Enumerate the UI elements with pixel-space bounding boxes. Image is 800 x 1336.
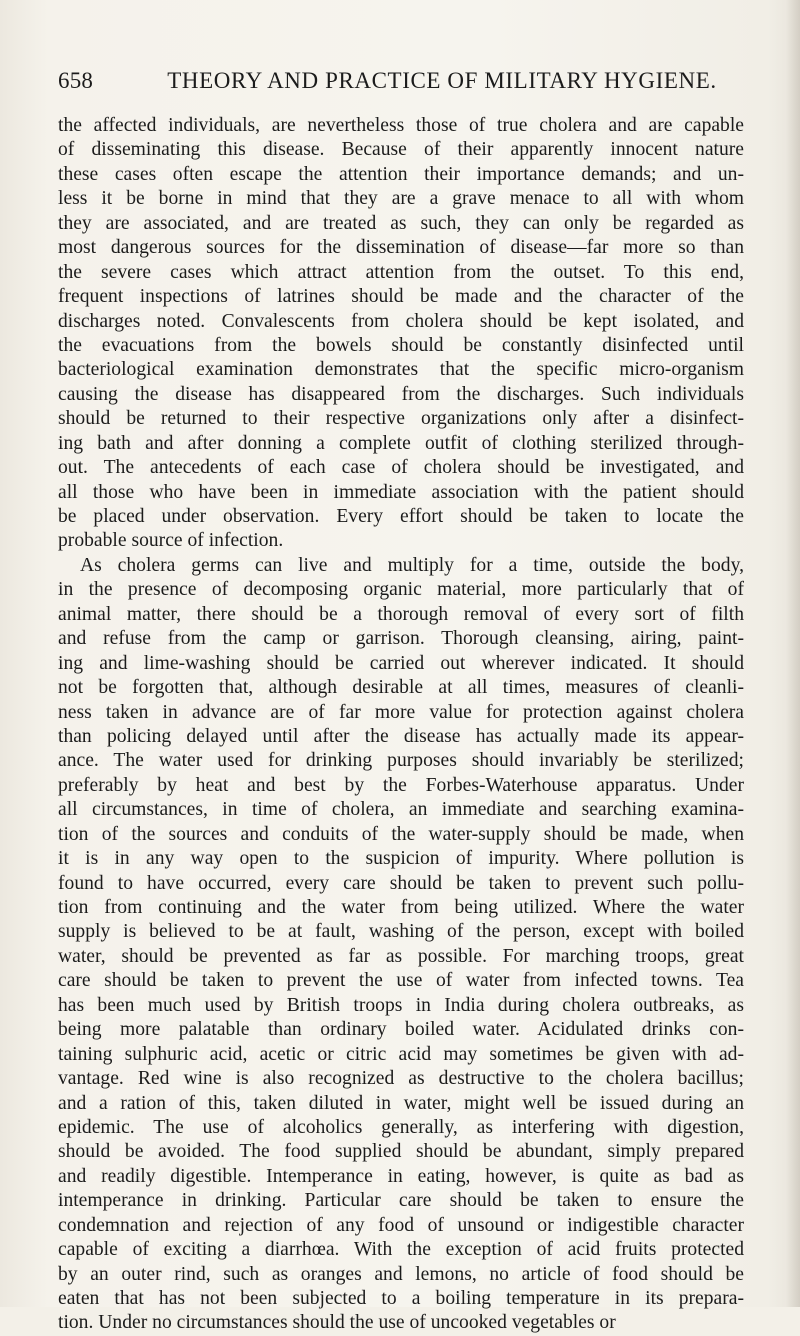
text-line: not be forgotten that, although desirable at all times, measures of cleanli- [58, 677, 744, 699]
text-line: preferably by heat and best by the Forbes-Waterhouse apparatus. Under [58, 774, 744, 796]
text-line: ness taken in advance are of far more value for protection against cholera [58, 701, 744, 723]
text-line: and refuse from the camp or garrison. Thorough cleansing, airing, paint- [58, 628, 744, 650]
text-line: all circumstances, in time of cholera, an immediate and searching examina- [58, 799, 744, 821]
text-line: intemperance in drinking. Particular care should be taken to ensure the [58, 1190, 744, 1212]
text-line: most dangerous sources for the dissemination of disease—far more so than [58, 237, 744, 259]
text-line: tion of the sources and conduits of the water-supply should be made, when [58, 823, 744, 845]
text-line: it is in any way open to the suspicion of impurity. Where pollution is [58, 848, 744, 870]
text-line: has been much used by British troops in India during cholera outbreaks, as [58, 994, 744, 1016]
text-line: all those who have been in immediate association with the patient should [58, 481, 744, 503]
text-line: tion from continuing and the water from being utilized. Where the water [58, 897, 744, 918]
body-text [58, 114, 744, 1336]
text-line: epidemic. The use of alcoholics generally, as interfering with digestion, [58, 1116, 744, 1138]
running-head [58, 68, 748, 100]
text-line: ing bath and after donning a complete outfit of clothing sterilized through- [58, 432, 744, 454]
running-title: THEORY AND PRACTICE OF MILITARY HYGIENE. [167, 68, 717, 93]
text-line: As cholera germs can live and multiply for a time, outside the body, [80, 554, 744, 576]
text-line: bacteriological examination demonstrates that the specific micro-organism [58, 359, 744, 381]
text-line: animal matter, there should be a thorough removal of every sort of filth [58, 603, 744, 625]
text-line: probable source of infection. [58, 530, 284, 552]
text-line: supply is believed to be at fault, washing of the person, except with boiled [58, 921, 744, 943]
text-line: being more palatable than ordinary boiled water. Acidulated drinks con- [58, 1019, 744, 1041]
text-line: should be returned to their respective organizations only after a disinfect- [58, 408, 744, 430]
paragraph-1 [58, 114, 744, 554]
text-line: the severe cases which attract attention from the outset. To this end, [58, 261, 744, 283]
text-line: these cases often escape the attention their importance demands; and un- [58, 163, 744, 185]
text-line: eaten that has not been subjected to a boiling temperature in its prepara- [58, 1288, 744, 1309]
text-line: frequent inspections of latrines should be made and the character of the [58, 286, 744, 308]
text-line: be placed under observation. Every effort should be taken to locate the [58, 506, 744, 527]
text-line: tion. Under no circumstances should the use of uncooked vegetables or [58, 1312, 616, 1334]
text-line: taining sulphuric acid, acetic or citric acid may sometimes be given with ad- [58, 1043, 744, 1065]
text-line: vantage. Red wine is also recognized as destructive to the cholera bacillus; [58, 1068, 744, 1090]
text-line: capable of exciting a diarrhœa. With the exception of acid fruits protected [58, 1239, 744, 1261]
text-line: ance. The water used for drinking purposes should invariably be sterilized; [58, 750, 744, 772]
text-line: of disseminating this disease. Because of their apparently innocent nature [58, 139, 744, 161]
text-line: in the presence of decomposing organic material, more particularly that of [58, 579, 744, 601]
paragraph-2 [58, 554, 744, 1336]
text-line: and a ration of this, taken diluted in water, might well be issued during an [58, 1092, 744, 1114]
text-line: they are associated, and are treated as such, they can only be regarded as [58, 212, 744, 234]
text-line: causing the disease has disappeared from the discharges. Such individuals [58, 383, 744, 405]
page-edge-shadow [786, 0, 800, 1307]
text-line: water, should be prevented as far as possible. For marching troops, great [58, 945, 744, 967]
text-line: by an outer rind, such as oranges and lemons, no article of food should be [58, 1263, 744, 1285]
text-line: found to have occurred, every care should be taken to prevent such pollu- [58, 872, 744, 894]
text-line: less it be borne in mind that they are a grave menace to all with whom [58, 188, 744, 210]
text-line: discharges noted. Convalescents from cholera should be kept isolated, and [58, 310, 744, 332]
text-line: ing and lime-washing should be carried out wherever indicated. It should [58, 652, 744, 674]
text-line: than policing delayed until after the disease has actually made its appear- [58, 725, 744, 747]
text-line: the affected individuals, are nevertheless those of true cholera and are capable [58, 115, 744, 136]
text-line: care should be taken to prevent the use of water from infected towns. Tea [58, 970, 744, 992]
text-line: should be avoided. The food supplied should be abundant, simply prepared [58, 1141, 744, 1163]
text-line: and readily digestible. Intemperance in eating, however, is quite as bad as [58, 1165, 744, 1187]
page-number: 658 [58, 68, 94, 93]
text-line: condemnation and rejection of any food of unsound or indigestible character [58, 1214, 744, 1236]
text-line: out. The antecedents of each case of cholera should be investigated, and [58, 457, 744, 479]
text-line: the evacuations from the bowels should be constantly disinfected until [58, 334, 744, 356]
